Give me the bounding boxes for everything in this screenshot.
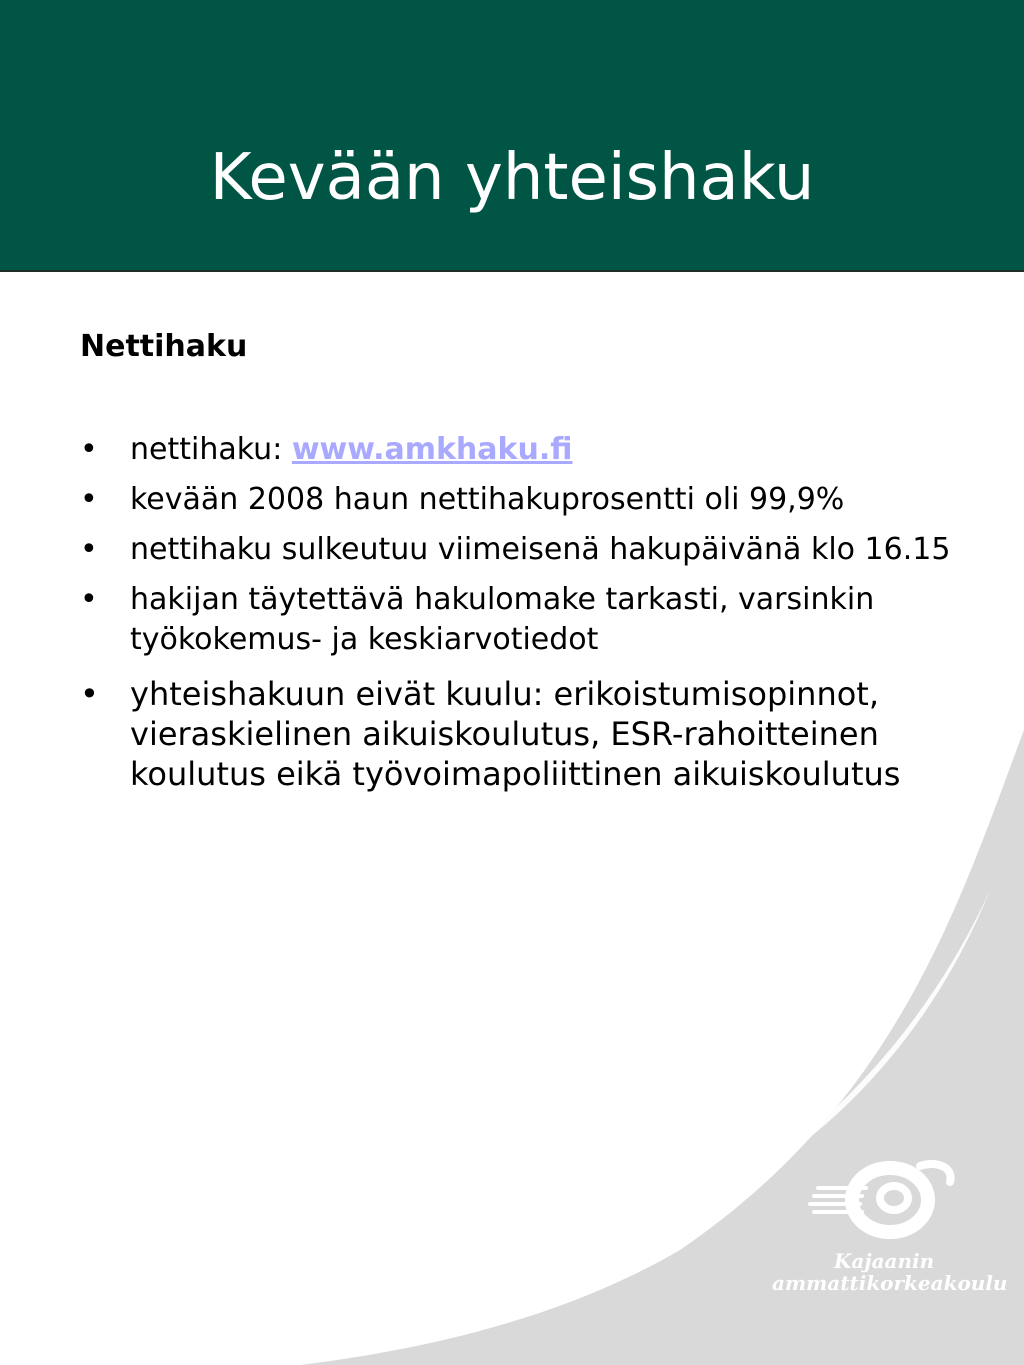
bullet-dot-icon: • bbox=[80, 482, 98, 517]
section-heading: Nettihaku bbox=[80, 329, 248, 364]
bullet-dot-icon: • bbox=[80, 675, 99, 713]
bullet-list bbox=[80, 430, 980, 804]
kamk-logo-text bbox=[772, 1249, 1008, 1295]
bullet-text: kevään 2008 haun nettihakuprosentti oli 99,9% bbox=[130, 482, 845, 517]
bullet-item-exclusions bbox=[80, 674, 980, 794]
bullet-text: hakijan täytettävä hakulomake tarkasti, varsinkin työkokemus- ja keskiarvotiedot bbox=[130, 582, 875, 657]
title-banner bbox=[0, 0, 1024, 272]
amkhaku-link[interactable]: www.amkhaku.fi bbox=[291, 432, 573, 467]
bullet-dot-icon: • bbox=[80, 532, 98, 567]
bullet-item-website bbox=[80, 430, 980, 470]
logo-line-2: ammattikorkeakoulu bbox=[772, 1271, 1008, 1295]
bullet-text: yhteishakuun eivät kuulu: erikoistumisopinnot, vieraskielinen aikuiskoulutus, ESR-rahoitteinen koulutus eikä työvoimapoliittinen aikuiskoulutus bbox=[130, 675, 901, 793]
slide-title: Kevään yhteishaku bbox=[209, 141, 815, 215]
bullet-dot-icon: • bbox=[80, 582, 98, 617]
bullet-item-closing-time bbox=[80, 530, 980, 570]
bullet-item-percentage bbox=[80, 480, 980, 520]
bullet-text: nettihaku sulkeutuu viimeisenä hakupäivänä klo 16.15 bbox=[130, 532, 951, 567]
bullet-prefix: nettihaku: bbox=[130, 432, 292, 467]
bullet-item-form bbox=[80, 580, 980, 660]
bullet-dot-icon: • bbox=[80, 432, 98, 467]
logo-line-1: Kajaanin bbox=[834, 1249, 935, 1273]
